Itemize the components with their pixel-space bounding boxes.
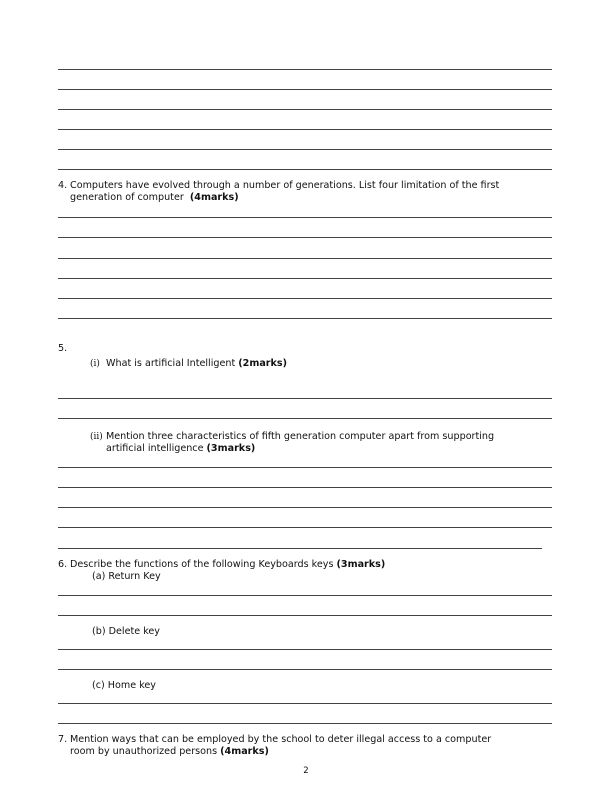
answer-line — [58, 507, 552, 508]
answer-line — [58, 548, 542, 549]
answer-line — [58, 278, 552, 279]
answer-line — [58, 318, 552, 319]
marks-label: (3marks) — [336, 559, 386, 570]
part-text: (b) Delete key — [92, 626, 160, 637]
question-number: 6. — [58, 559, 68, 570]
part-text: (c) Home key — [92, 680, 156, 691]
question-7 — [58, 734, 491, 758]
answer-line — [58, 398, 552, 399]
answer-line — [58, 649, 552, 650]
answer-line — [58, 129, 552, 130]
question-text: Describe the functions of the following Keyboards keys — [70, 559, 334, 570]
answer-line — [58, 669, 552, 670]
answer-line — [58, 217, 552, 218]
question-4 — [58, 180, 499, 204]
question-text: artificial intelligence — [106, 443, 204, 454]
marks-label: (3marks) — [206, 443, 256, 454]
question-5-part-i — [90, 358, 287, 370]
marks-label: (2marks) — [238, 358, 288, 369]
question-6-part-a — [92, 571, 161, 583]
marks-label: (4marks) — [220, 746, 269, 757]
question-text: Mention three characteristics of fifth generation computer apart from supporting — [106, 431, 495, 442]
answer-line — [58, 69, 552, 70]
answer-line — [58, 149, 552, 150]
answer-line — [58, 467, 552, 468]
question-text: Computers have evolved through a number of generations. List four limitation of the first — [70, 180, 500, 191]
answer-line — [58, 89, 552, 90]
part-label: (i) — [90, 359, 100, 369]
question-number: 7. — [58, 734, 68, 745]
part-label: (ii) — [90, 432, 103, 442]
answer-line — [58, 109, 552, 110]
question-text: room by unauthorized persons — [70, 746, 218, 757]
answer-line — [58, 723, 552, 724]
question-6-part-b — [92, 626, 160, 638]
question-text: generation of computer — [70, 192, 184, 203]
question-number: 5. — [58, 343, 68, 354]
question-text: What is artificial Intelligent — [106, 358, 236, 369]
answer-line — [58, 703, 552, 704]
answer-line — [58, 527, 552, 528]
question-5-number — [58, 343, 67, 355]
question-6-part-c — [92, 680, 156, 692]
answer-line — [58, 487, 552, 488]
question-text: Mention ways that can be employed by the school to deter illegal access to a computer — [70, 734, 492, 745]
answer-line — [58, 258, 552, 259]
answer-line — [58, 169, 552, 170]
answer-line — [58, 595, 552, 596]
question-5-part-ii — [90, 431, 494, 455]
question-6 — [58, 559, 385, 571]
answer-line — [58, 418, 552, 419]
page-number: 2 — [303, 766, 309, 776]
part-text: (a) Return Key — [92, 571, 161, 582]
answer-line — [58, 615, 552, 616]
question-number: 4. — [58, 180, 68, 191]
answer-line — [58, 237, 552, 238]
answer-line — [58, 298, 552, 299]
marks-label: (4marks) — [189, 192, 239, 203]
